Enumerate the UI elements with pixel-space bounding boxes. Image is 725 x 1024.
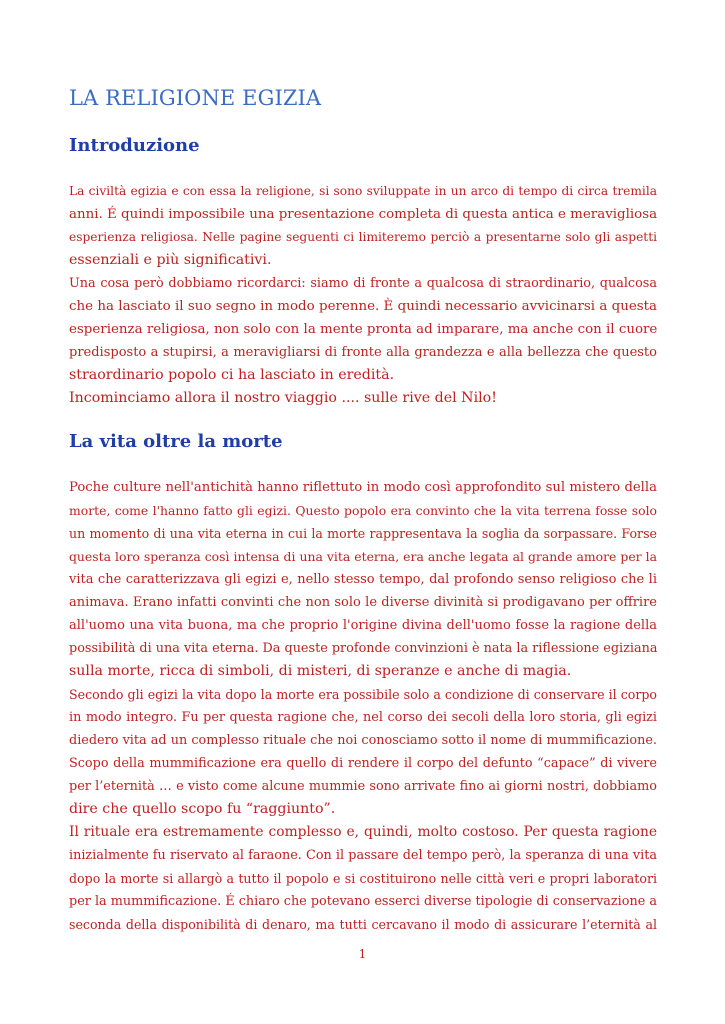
text-line: essenziali e più significativi. — [69, 252, 272, 268]
text-line: un momento di una vita eterna in cui la morte rappresentava la soglia da sorpassare. Forse — [69, 526, 657, 541]
page-number: 1 — [358, 947, 367, 961]
section-body-vita-oltre-la-morte — [69, 476, 657, 936]
text-line: sulla morte, ricca di simboli, di misteri, di speranze e anche di magia. — [69, 663, 572, 679]
section-heading-introduzione: Introduzione — [69, 135, 200, 156]
text-line: questa loro speranza così intensa di una vita eterna, era anche legata al grande amore per la — [69, 549, 657, 564]
text-line: straordinario popolo ci ha lasciato in eredità. — [69, 367, 395, 383]
text-line: dire che quello scopo fu “raggiunto”. — [69, 801, 336, 817]
text-line: per l’eternità … e visto come alcune mummie sono arrivate fino ai giorni nostri, dobbiamo — [69, 779, 657, 794]
text-line: all'uomo una vita buona, ma che proprio l'origine divina dell'uomo fosse la ragione della — [69, 618, 657, 633]
text-line: Secondo gli egizi la vita dopo la morte era possibile solo a condizione di conservare il corpo — [69, 687, 657, 702]
text-line: Una cosa però dobbiamo ricordarci: siamo di fronte a qualcosa di straordinario, qualcosa — [69, 276, 657, 291]
text-line: in modo integro. Fu per questa ragione che, nel corso dei secoli della loro storia, gli egizi — [69, 710, 657, 725]
text-line: morte, come l'hanno fatto gli egizi. Questo popolo era convinto che la vita terrena fosse solo — [69, 503, 657, 518]
text-line: per la mummificazione. É chiaro che potevano esserci diverse tipologie di conservazione a — [69, 894, 657, 909]
text-line: vita che caratterizzava gli egizi e, nello stesso tempo, dal profondo senso religioso che li — [69, 572, 657, 587]
text-line: Poche culture nell'antichità hanno riflettuto in modo così approfondito sul mistero della — [69, 480, 657, 495]
text-line: inizialmente fu riservato al faraone. Con il passare del tempo però, la speranza di una vita — [69, 848, 657, 863]
text-line: Scopo della mummificazione era quello di rendere il corpo del defunto “capace” di vivere — [69, 756, 657, 771]
text-line: esperienza religiosa. Nelle pagine seguenti ci limiteremo perciò a presentarne solo gli aspetti — [69, 230, 657, 244]
text-line: seconda della disponibilità di denaro, ma tutti cercavano il modo di assicurare l’eternità al — [69, 917, 657, 932]
text-line: La civiltà egizia e con essa la religione, si sono sviluppate in un arco di tempo di circa tremila — [69, 184, 657, 198]
text-line: diedero vita ad un complesso rituale che noi conosciamo sotto il nome di mummificazione. — [69, 733, 657, 748]
text-line: animava. Erano infatti convinti che non solo le diverse divinità si prodigavano per offrire — [69, 595, 657, 610]
text-line: che ha lasciato il suo segno in modo perenne. È quindi necessario avvicinarsi a questa — [69, 299, 657, 314]
text-line: Incominciamo allora il nostro viaggio .... sulle rive del Nilo! — [69, 390, 497, 406]
section-body-introduzione — [69, 180, 657, 410]
text-line: Il rituale era estremamente complesso e, quindi, molto costoso. Per questa ragione — [69, 824, 657, 840]
text-line: dopo la morte si allargò a tutto il popolo e si costituirono nelle città veri e propri laboratori — [69, 871, 657, 886]
text-line: esperienza religiosa, non solo con la mente pronta ad imparare, ma anche con il cuore — [69, 322, 657, 337]
section-heading-vita-oltre-la-morte: La vita oltre la morte — [69, 431, 283, 452]
text-line: anni. É quindi impossibile una presentazione completa di questa antica e meravigliosa — [69, 207, 657, 222]
text-line: possibilità di una vita eterna. Da queste profonde convinzioni è nata la riflessione egiziana — [69, 641, 657, 656]
text-line: predisposto a stupirsi, a meravigliarsi di fronte alla grandezza e alla bellezza che questo — [69, 345, 657, 360]
document-title: LA RELIGIONE EGIZIA — [69, 86, 322, 110]
